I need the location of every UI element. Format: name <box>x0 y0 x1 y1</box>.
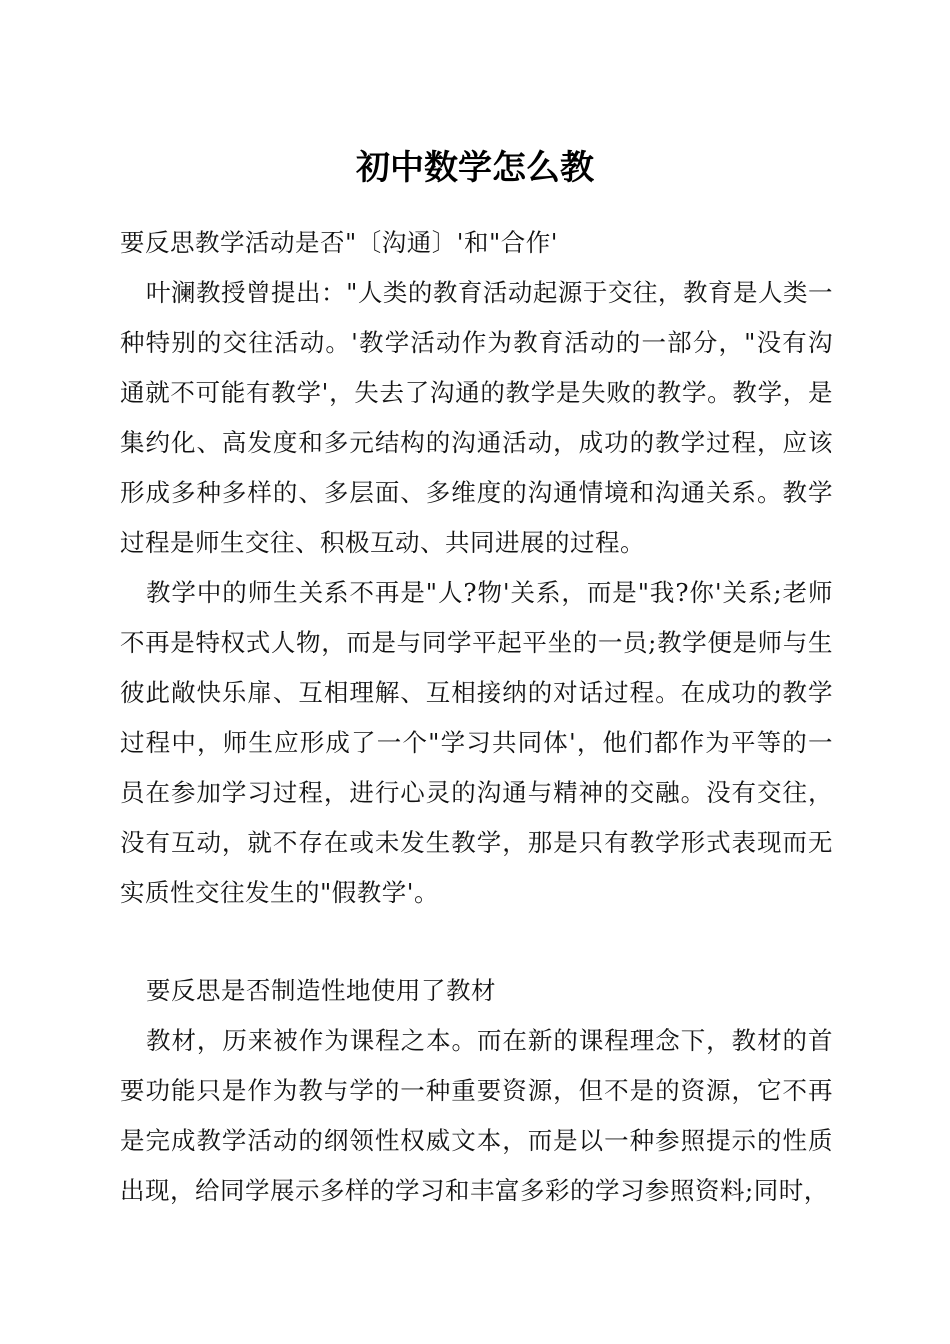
document-title: 初中数学怎么教 <box>356 148 594 188</box>
paragraph-textbook: 教材，历来被作为课程之本。而在新的课程理念下，教材的首要功能只是作为教与学的一种重要资源，但不是的资源，它不再是完成教学活动的纲领性权威文本，而是以一种参照提示的性质出现，给同学展示多样的学习和丰富多彩的学习参照资料;同时， <box>120 1026 833 1205</box>
section-heading-communication: 要反思教学活动是否"〔沟通〕'和"合作' <box>120 228 559 257</box>
paragraph-communication: 叶澜教授曾提出："人类的教育活动起源于交往，教育是人类一种特别的交往活动。'教学活动作为教育活动的一部分，"没有沟通就不可能有教学'，失去了沟通的教学是失败的教学。教学，是集约化、高发度和多元结构的沟通活动，成功的教学过程，应该形成多种多样的、多层面、多维度的沟通情境和沟通关系。教学过程是师生交往、积极互动、共同进展的过程。 <box>120 278 833 557</box>
section-heading-textbook: 要反思是否制造性地使用了教材 <box>146 976 496 1005</box>
paragraph-teacher-student-relationship: 教学中的师生关系不再是"人?物'关系，而是"我?你'关系;老师不再是特权式人物，而是与同学平起平坐的一员;教学便是师与生彼此敞快乐扉、互相理解、互相接纳的对话过程。在成功的教学过程中，师生应形成了一个"学习共同体'，他们都作为平等的一员在参加学习过程，进行心灵的沟通与精神的交融。没有交往，没有互动，就不存在或未发生教学，那是只有教学形式表现而无实质性交往发生的"假教学'。 <box>120 578 833 907</box>
